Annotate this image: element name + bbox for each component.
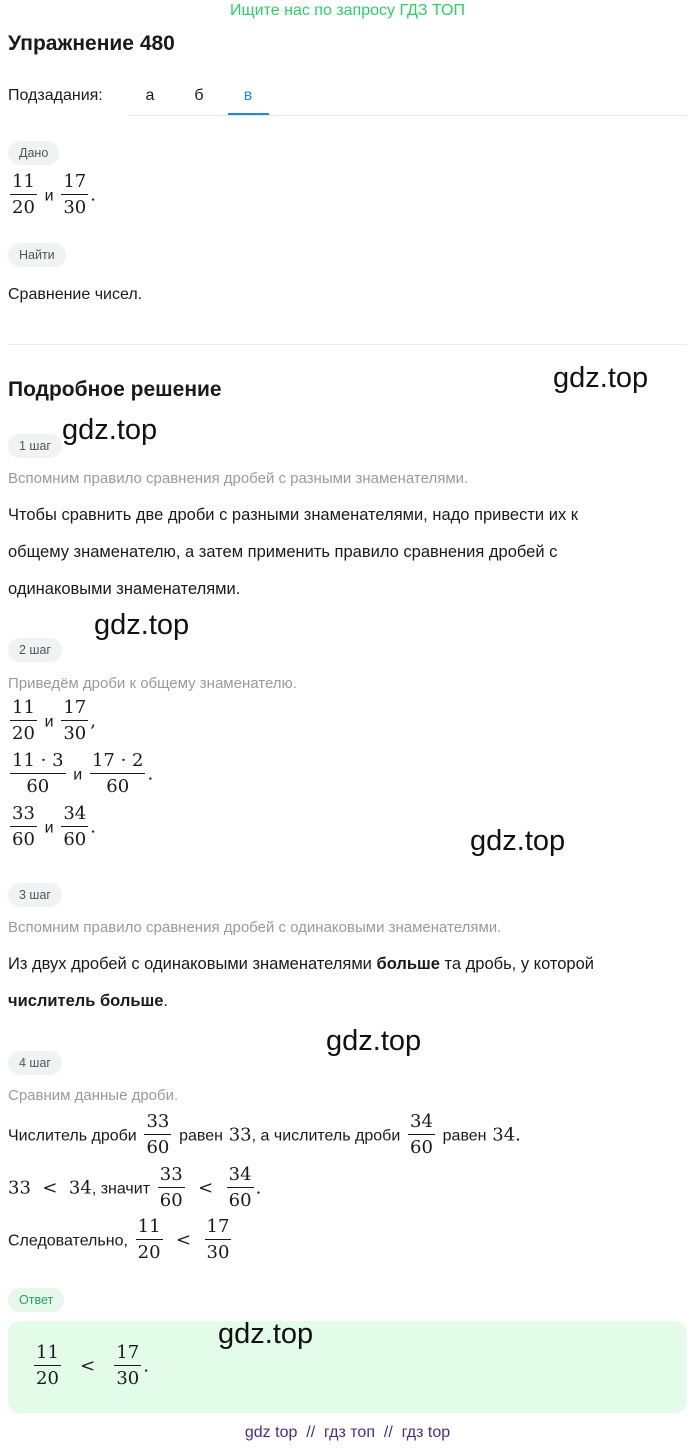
fraction: $\frac{17}{30}$ [114, 1341, 141, 1392]
step-1-hint: Вспомним правило сравнения дробей с разными знаменателями. [8, 470, 469, 487]
step-3-text: Из двух дробей с одинаковыми знаменателями больше та дробь, у которой числитель больше. [8, 955, 595, 1010]
fraction: $\frac{34}{60}$ [61, 802, 88, 853]
watermark: gdz.top [553, 362, 649, 394]
fraction: $\frac{34}{60}$ [408, 1110, 435, 1161]
footer-links[interactable]: gdz top // гдз топ // гдз top [244, 1424, 451, 1441]
step-2-hint: Приведём дроби к общему знаменателю. [8, 675, 297, 692]
fraction: $\frac{17 \cdot 2}{60}$ [90, 749, 146, 800]
tab-b[interactable]: б [194, 87, 204, 104]
step-2-row-2: $\frac{11 \cdot 3}{60}$ и $\frac{17 \cdot 2}{60}$ . [8, 749, 153, 800]
fraction: $\frac{34}{60}$ [227, 1163, 254, 1214]
fraction: $\frac{17}{30}$ [61, 696, 88, 747]
fraction: $\frac{11 \cdot 3}{60}$ [10, 749, 66, 800]
step-2-badge: 2 шаг [8, 638, 62, 662]
step-4-row-3: Следовательно, $\frac{11}{20}$ < $\frac{17}{30}$ [8, 1215, 233, 1266]
subtasks-divider [128, 115, 687, 116]
fraction: $\frac{17}{30}$ [61, 170, 88, 221]
fraction: $\frac{33}{60}$ [144, 1110, 171, 1161]
section-divider [8, 344, 687, 345]
step-1-text: Чтобы сравнить две дроби с разными знаменателями, надо привести их к общему знаменателю, а затем применить правило сравнения дробей с одинаковыми знаменателями. [8, 506, 578, 598]
page-title: Упражнение 480 [8, 32, 175, 55]
fraction: $\frac{11}{20}$ [136, 1215, 163, 1266]
step-4-row-1: Числитель дроби $\frac{33}{60}$ равен 33, а числитель дроби $\frac{34}{60}$ равен 34. [8, 1110, 521, 1161]
step-3-hint: Вспомним правило сравнения дробей с одинаковыми знаменателями. [8, 919, 502, 936]
tab-a[interactable]: а [145, 87, 155, 104]
tab-v[interactable]: в [243, 87, 253, 104]
solution-title: Подробное решение [8, 378, 222, 401]
step-2-row-1: $\frac{11}{20}$ и $\frac{17}{30}$ , [8, 696, 96, 747]
given-badge: Дано [8, 141, 59, 165]
watermark: gdz.top [62, 414, 158, 446]
watermark: gdz.top [94, 609, 190, 641]
watermark: gdz.top [470, 825, 566, 857]
promo-banner: Ищите нас по запросу ГДЗ ТОП [230, 2, 465, 19]
find-badge: Найти [8, 243, 66, 267]
fraction: $\frac{11}{20}$ [34, 1341, 61, 1392]
watermark: gdz.top [218, 1318, 314, 1350]
answer-badge: Ответ [8, 1288, 64, 1312]
step-1-badge: 1 шаг [8, 434, 62, 458]
given-fractions: $\frac{11}{20}$ и $\frac{17}{30}$ . [8, 170, 96, 221]
step-3-badge: 3 шаг [8, 883, 62, 907]
step-2-row-3: $\frac{33}{60}$ и $\frac{34}{60}$ . [8, 802, 96, 853]
fraction: $\frac{11}{20}$ [10, 696, 37, 747]
watermark: gdz.top [326, 1025, 422, 1057]
step-4-badge: 4 шаг [8, 1051, 62, 1075]
step-4-row-2: 33 < 34, значит $\frac{33}{60}$ < $\frac{34}{60}$ . [8, 1163, 261, 1214]
fraction: $\frac{33}{60}$ [10, 802, 37, 853]
active-tab-indicator [228, 113, 269, 115]
fraction: $\frac{33}{60}$ [158, 1163, 185, 1214]
fraction: $\frac{11}{20}$ [10, 170, 37, 221]
step-4-hint: Сравним данные дроби. [8, 1087, 179, 1104]
subtasks-label: Подзадания: [8, 87, 103, 104]
fraction: $\frac{17}{30}$ [205, 1215, 232, 1266]
find-text: Сравнение чисел. [8, 286, 143, 303]
answer-expression: $\frac{11}{20}$ < $\frac{17}{30}$ . [32, 1341, 149, 1392]
